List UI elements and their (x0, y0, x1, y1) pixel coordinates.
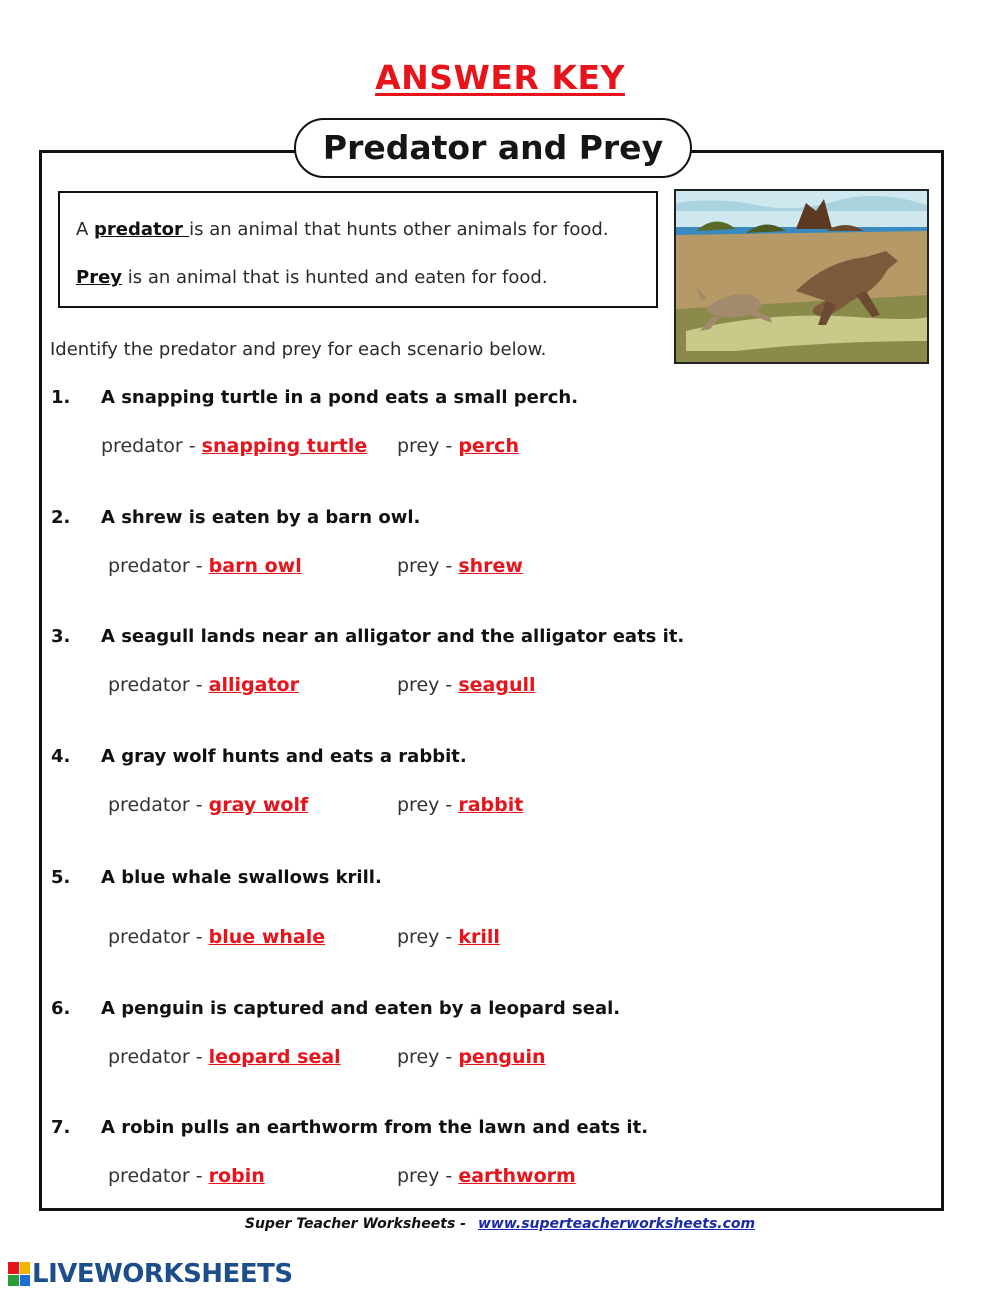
prey-answer: prey - rabbit (397, 794, 524, 816)
question-text: A robin pulls an earthworm from the lawn and eats it. (101, 1117, 649, 1138)
prey-answer: prey - perch (397, 435, 519, 457)
footer-link[interactable]: www.superteacherworksheets.com (477, 1216, 756, 1232)
page-title: Predator and Prey (294, 118, 692, 178)
predator-answer-value: blue whale (208, 926, 326, 948)
prey-answer: prey - seagull (397, 674, 536, 696)
question-number: 5. (51, 867, 71, 888)
question-number: 6. (51, 998, 71, 1019)
question-text: A snapping turtle in a pond eats a small perch. (101, 387, 579, 408)
predator-answer-value: robin (208, 1165, 265, 1187)
predator-answer: predator - blue whale (108, 926, 326, 948)
prey-answer-value: krill (458, 926, 500, 948)
predator-answer-value: leopard seal (208, 1046, 341, 1068)
prey-answer: prey - penguin (397, 1046, 546, 1068)
question-text: A blue whale swallows krill. (101, 867, 382, 888)
prey-term: Prey (76, 267, 123, 288)
answer-key-heading: ANSWER KEY (375, 58, 625, 97)
predator-answer: predator - snapping turtle (101, 435, 368, 457)
predator-definition: A predator is an animal that hunts other animals for food. (76, 219, 609, 240)
prey-answer-value: earthworm (458, 1165, 576, 1187)
predator-answer-value: barn owl (208, 555, 302, 577)
prey-answer-value: perch (458, 435, 519, 457)
instructions: Identify the predator and prey for each scenario below. (50, 339, 547, 360)
predator-answer-value: alligator (208, 674, 299, 696)
question-text: A shrew is eaten by a barn owl. (101, 507, 421, 528)
question-number: 3. (51, 626, 71, 647)
prey-definition: Prey is an animal that is hunted and eaten for food. (76, 267, 548, 288)
prey-answer: prey - krill (397, 926, 500, 948)
question-number: 4. (51, 746, 71, 767)
definitions-box (58, 191, 658, 308)
liveworksheets-logo-icon (8, 1262, 30, 1286)
predator-answer-value: snapping turtle (201, 435, 368, 457)
prey-answer-value: rabbit (458, 794, 524, 816)
wolf-rabbit-illustration (674, 189, 929, 364)
prey-answer-value: penguin (458, 1046, 546, 1068)
footer-source: Super Teacher Worksheets - (244, 1216, 466, 1232)
question-text: A penguin is captured and eaten by a leopard seal. (101, 998, 621, 1019)
question-number: 7. (51, 1117, 71, 1138)
prey-answer: prey - shrew (397, 555, 523, 577)
predator-answer: predator - robin (108, 1165, 265, 1187)
predator-answer: predator - gray wolf (108, 794, 309, 816)
prey-answer-value: shrew (458, 555, 523, 577)
footer (0, 1216, 1000, 1232)
question-text: A gray wolf hunts and eats a rabbit. (101, 746, 467, 767)
question-number: 1. (51, 387, 71, 408)
predator-answer: predator - alligator (108, 674, 299, 696)
predator-answer: predator - barn owl (108, 555, 302, 577)
liveworksheets-brand[interactable] (8, 1259, 293, 1289)
question-text: A seagull lands near an alligator and the alligator eats it. (101, 626, 685, 647)
brand-name: LIVEWORKSHEETS (32, 1259, 293, 1289)
prey-answer: prey - earthworm (397, 1165, 576, 1187)
predator-answer-value: gray wolf (208, 794, 309, 816)
prey-answer-value: seagull (458, 674, 536, 696)
question-number: 2. (51, 507, 71, 528)
predator-term: predator (94, 219, 190, 240)
predator-answer: predator - leopard seal (108, 1046, 341, 1068)
